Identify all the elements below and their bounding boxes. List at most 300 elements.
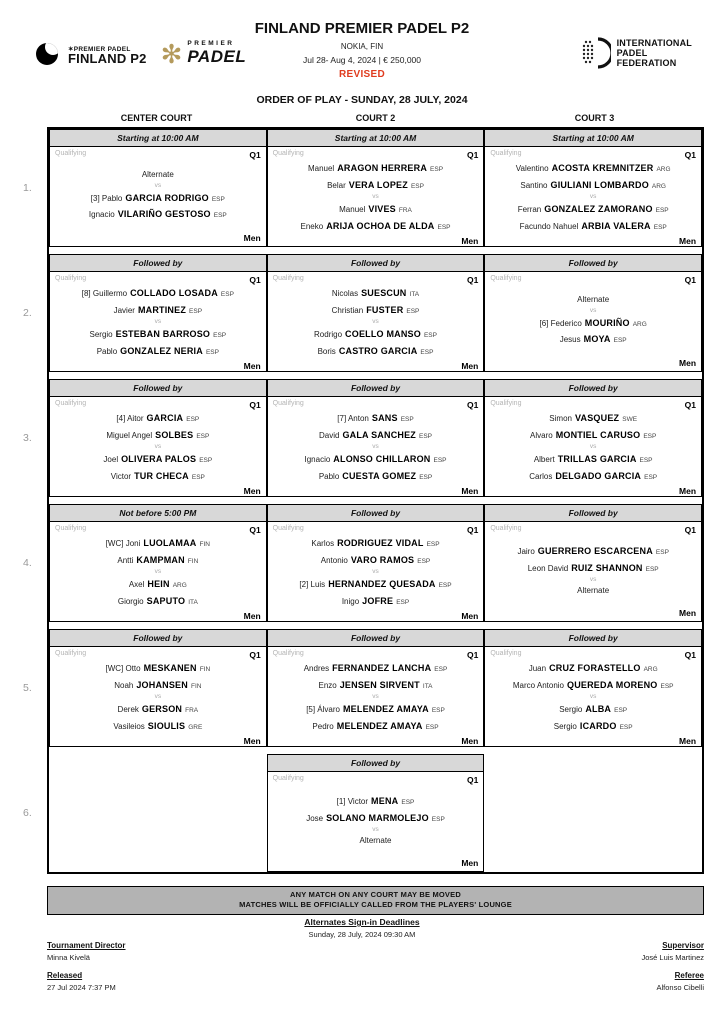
qualifying-label: Qualifying (55, 150, 87, 157)
row-number: 4. (23, 557, 32, 570)
player-nationality: ARG (651, 182, 666, 190)
supervisor-label: Supervisor (662, 941, 704, 950)
match-teams (50, 535, 266, 611)
match-teams (485, 535, 701, 608)
player-last-name: HEIN (147, 579, 170, 589)
vs-label: vs (372, 443, 379, 450)
vs-label: vs (589, 693, 597, 700)
player-last-name: MOYA (583, 334, 611, 345)
player-first-name: Pablo (96, 346, 118, 356)
player-first-name: Javier (113, 305, 135, 315)
player-nationality: ESP (205, 348, 219, 356)
player-last-name: VARO RAMOS (350, 554, 415, 565)
player-last-name: CRUZ FORASTELLO (549, 663, 641, 673)
player-line (529, 468, 657, 485)
player-last-name: COELLO MANSO (345, 329, 421, 339)
player-last-name: GONZALEZ NERIA (120, 345, 203, 356)
category-label: Men (679, 736, 697, 746)
qualifying-label: Qualifying (490, 275, 522, 282)
grid-cell (49, 754, 267, 872)
player-first-name: Antti (117, 555, 134, 565)
player-last-name: MOURIÑO (584, 317, 630, 328)
player-line (517, 543, 668, 560)
player-last-name: KAMPMAN (136, 554, 185, 565)
round-label: Q1 (684, 525, 697, 535)
player-nationality: ARG (632, 320, 647, 328)
player-last-name: TRILLAS GARCIA (557, 454, 637, 464)
premier-padel-flower-icon: ✻ (160, 38, 183, 69)
player-first-name: Eneko (300, 221, 324, 231)
grid-cell (49, 504, 267, 622)
player-first-name: Pedro (312, 721, 334, 731)
grid-cell (484, 754, 702, 872)
player-line (89, 206, 227, 223)
vs-label: vs (154, 443, 162, 450)
qualifying-label: Qualifying (272, 525, 304, 532)
player-line (301, 218, 451, 235)
player-first-name: [5] Álvaro (306, 705, 340, 714)
player-last-name: GARCIA RODRIGO (125, 192, 209, 203)
grid-row (23, 629, 702, 747)
grid-cell (49, 379, 267, 497)
player-first-name: Santino (520, 180, 548, 190)
player-last-name: MONTIEL CARUSO (555, 429, 641, 440)
player-last-name: GALA SANCHEZ (342, 429, 417, 440)
player-first-name: Joel (103, 455, 119, 464)
player-first-name: Inigo (341, 596, 360, 606)
player-line (311, 535, 439, 552)
player-nationality: ESP (186, 416, 200, 423)
player-nationality: FIN (187, 557, 199, 565)
qualifying-label: Qualifying (272, 400, 304, 407)
logo-padel: PADEL (187, 47, 247, 66)
grid-cell (484, 254, 702, 372)
grid-cell (267, 504, 485, 622)
player-first-name: Simon (549, 414, 572, 423)
slot-time-header: Followed by (267, 254, 485, 271)
grid-cell (267, 754, 485, 872)
player-first-name: Ignacio (88, 210, 115, 220)
qualifying-label: Qualifying (490, 525, 522, 532)
match-box (49, 396, 267, 497)
player-last-name: GUERRERO ESCARCENA (537, 546, 653, 557)
player-last-name: ARIJA OCHOA DE ALDA (326, 220, 435, 231)
order-grid (23, 127, 704, 874)
match-teams (50, 410, 266, 486)
match-box (49, 646, 267, 747)
match-box-top (268, 147, 484, 160)
qualifying-label: Qualifying (55, 275, 87, 282)
player-line (299, 576, 451, 593)
player-first-name: Sergio (89, 330, 113, 339)
slot-time-header: Followed by (49, 629, 267, 646)
category-label: Men (461, 486, 479, 496)
player-line (305, 451, 447, 468)
match-teams (268, 285, 484, 361)
player-nationality: ESP (417, 557, 431, 565)
player-nationality: ESP (213, 212, 227, 220)
player-line (342, 593, 409, 610)
player-first-name: Marco Antonio (512, 680, 564, 690)
slot-time-header: Followed by (49, 379, 267, 396)
match-box (267, 271, 485, 372)
player-first-name: Miguel Angel (106, 430, 153, 440)
player-nationality: ESP (196, 432, 210, 440)
player-first-name: Albert (533, 455, 555, 464)
player-last-name: ARBIA VALERA (581, 220, 651, 231)
player-last-name: LUOLAMAA (143, 538, 197, 548)
player-nationality: ITA (188, 598, 198, 606)
footer-left (47, 941, 126, 992)
player-nationality: ARG (643, 666, 658, 673)
round-label: Q1 (249, 400, 261, 410)
player-line (114, 677, 201, 694)
slot-time-header: Followed by (267, 629, 485, 646)
player-nationality: ESP (653, 223, 667, 231)
player-nationality: ARG (172, 582, 187, 589)
match-teams (268, 535, 484, 611)
alternates-deadline-title: Alternates Sign-in Deadlines (304, 917, 420, 927)
player-line (118, 593, 198, 610)
match-teams (485, 660, 701, 736)
slot-time-header: Followed by (484, 254, 702, 271)
round-label: Q1 (249, 650, 261, 660)
player-line (559, 701, 627, 718)
page-title: FINLAND PREMIER PADEL P2 (254, 20, 470, 37)
player-last-name: QUEREDA MORENO (567, 679, 658, 690)
player-line (560, 331, 627, 348)
player-last-name: RUIZ SHANNON (571, 562, 643, 573)
player-first-name: Axel (128, 580, 145, 589)
grid-cell (484, 504, 702, 622)
player-nationality: ITA (409, 291, 420, 298)
player-last-name: GONZALEZ ZAMORANO (544, 204, 653, 214)
player-nationality: ESP (433, 457, 447, 464)
match-box (484, 271, 702, 372)
player-first-name: Belar (327, 180, 346, 190)
ipf-line2: PADEL (616, 48, 648, 58)
player-nationality: GRE (188, 723, 203, 731)
player-nationality: ESP (191, 473, 205, 481)
vs-label: vs (372, 568, 379, 575)
grid-cell (484, 129, 702, 247)
slot-time-header: Starting at 10:00 AM (49, 129, 267, 146)
player-line (516, 160, 671, 177)
match-teams (268, 410, 484, 486)
event-location: NOKIA, FIN (340, 42, 384, 51)
vs-label: vs (372, 193, 379, 200)
slot-time-header: Followed by (267, 379, 485, 396)
match-box-top (485, 272, 701, 285)
player-nationality: ESP (434, 666, 448, 673)
player-nationality: ESP (423, 332, 437, 339)
alternates-deadline (0, 917, 724, 939)
match-box-top (485, 522, 701, 535)
player-nationality: FIN (190, 682, 202, 690)
player-first-name: Boris (317, 346, 336, 356)
qualifying-label: Qualifying (490, 650, 522, 657)
player-line (113, 718, 202, 735)
player-last-name: OLIVERA PALOS (121, 454, 197, 464)
event-dates-prize: Jul 28- Aug 4, 2024 | € 250,000 (303, 55, 421, 65)
category-label: Men (679, 236, 697, 246)
grid-row (23, 254, 702, 372)
player-last-name: VASQUEZ (574, 413, 620, 423)
round-label: Q1 (684, 275, 697, 285)
match-box (267, 771, 485, 872)
logo-premier: PREMIER (187, 40, 235, 47)
player-first-name: Sergio (559, 705, 583, 714)
match-box-top (50, 522, 266, 535)
player-first-name: Noah (114, 680, 134, 690)
logo-premier-padel-small: ✶PREMIER PADEL (68, 45, 131, 53)
player-nationality: ESP (639, 457, 653, 464)
qualifying-label: Qualifying (490, 150, 522, 157)
round-label: Q1 (467, 650, 479, 660)
category-label: Men (243, 361, 261, 371)
round-label: Q1 (249, 525, 261, 535)
player-first-name: Rodrigo (314, 330, 343, 339)
player-first-name: Sergio (553, 721, 577, 731)
player-first-name: Juan (528, 664, 547, 673)
match-teams (50, 160, 266, 233)
player-line (520, 218, 667, 235)
player-last-name: CUESTA GOMEZ (342, 470, 417, 481)
player-first-name: Alvaro (530, 430, 553, 440)
player-last-name: HERNANDEZ QUESADA (328, 579, 436, 589)
match-box-top (485, 397, 701, 410)
player-line (520, 177, 666, 194)
revised-badge: REVISED (338, 69, 385, 80)
player-line (554, 718, 633, 735)
slot-time-header: Starting at 10:00 AM (267, 129, 485, 146)
match-box-top (485, 147, 701, 160)
vs-label: vs (589, 193, 597, 200)
logo-finland-p2: FINLAND P2 (68, 50, 147, 66)
player-nationality: ESP (211, 195, 225, 203)
match-box (484, 646, 702, 747)
round-label: Q1 (249, 275, 261, 285)
match-box (49, 271, 267, 372)
player-line (118, 701, 199, 718)
round-label: Q1 (249, 150, 261, 160)
vs-label: vs (589, 576, 597, 584)
match-box-top (50, 397, 266, 410)
match-box-top (268, 647, 484, 660)
player-line (337, 793, 415, 810)
player-first-name: Ferran (517, 205, 542, 214)
player-line (540, 315, 647, 332)
player-nationality: ESP (400, 416, 414, 423)
match-teams (268, 660, 484, 736)
alternate-line: Alternate (141, 170, 174, 180)
player-last-name: VIVES (368, 204, 396, 214)
match-box (267, 646, 485, 747)
category-label: Men (243, 486, 261, 496)
player-first-name: [1] Victor (336, 797, 369, 807)
match-box (484, 146, 702, 247)
player-last-name: MESKANEN (143, 663, 197, 673)
court-header-2: COURT 2 (355, 113, 396, 123)
player-nationality: FRA (398, 207, 412, 214)
player-first-name: Jesus (559, 335, 581, 345)
match-box (49, 521, 267, 622)
row-number: 6. (23, 807, 32, 820)
player-nationality: ESP (396, 598, 410, 606)
player-last-name: ICARDO (579, 720, 617, 731)
match-box-top (50, 147, 266, 160)
player-last-name: CASTRO GARCIA (338, 345, 418, 356)
player-last-name: MENA (371, 796, 399, 807)
player-line (103, 451, 212, 468)
vs-label: vs (154, 693, 162, 700)
qualifying-label: Qualifying (272, 775, 304, 782)
player-line (319, 427, 432, 444)
player-line (111, 468, 205, 485)
player-nationality: ESP (431, 815, 445, 823)
player-line (319, 468, 432, 485)
player-first-name: Jose (306, 813, 324, 823)
player-line (117, 552, 198, 569)
court-header-center: CENTER COURT (120, 113, 193, 123)
player-line (91, 190, 225, 207)
player-last-name: SUESCUN (361, 288, 407, 298)
qualifying-label: Qualifying (272, 275, 304, 282)
match-box (484, 521, 702, 622)
player-line (116, 410, 199, 427)
vs-label: vs (589, 306, 597, 314)
player-line (339, 201, 412, 218)
player-nationality: FIN (199, 541, 210, 548)
player-first-name: Antonio (320, 555, 348, 565)
category-label: Men (461, 361, 479, 371)
player-nationality: ITA (422, 682, 433, 690)
grid-cell (49, 629, 267, 747)
player-nationality: ESP (401, 799, 415, 807)
player-nationality: ESP (437, 223, 451, 231)
player-nationality: ESP (431, 707, 445, 714)
player-first-name: [3] Pablo (90, 193, 123, 203)
player-nationality: ESP (213, 332, 227, 339)
qualifying-label: Qualifying (272, 150, 304, 157)
player-line (534, 451, 653, 468)
slot-time-header: Followed by (267, 754, 485, 771)
player-last-name: ARAGON HERRERA (337, 163, 428, 173)
tournament-director-label: Tournament Director (47, 941, 126, 950)
player-line (318, 677, 432, 694)
player-line (518, 201, 669, 218)
player-last-name: TUR CHECA (134, 470, 189, 481)
match-teams (485, 285, 701, 358)
tournament-director-name: Minna Kivelä (47, 953, 90, 962)
player-last-name: GIULIANI LOMBARDO (550, 179, 649, 190)
player-first-name: Carlos (529, 471, 553, 481)
player-last-name: FERNANDEZ LANCHA (332, 663, 432, 673)
round-label: Q1 (467, 275, 479, 285)
category-label: Men (679, 358, 697, 368)
player-nationality: ESP (660, 682, 674, 690)
notice-line-2: MATCHES WILL BE OFFICIALLY CALLED FROM THE PLAYERS' LOUNGE (239, 900, 512, 909)
match-box-top (50, 272, 266, 285)
row-number: 1. (23, 182, 32, 195)
grid-cell (484, 379, 702, 497)
player-last-name: SAPUTO (146, 595, 186, 606)
player-nationality: ESP (419, 473, 433, 481)
player-line (114, 302, 202, 319)
category-label: Men (461, 236, 479, 246)
grid-cell (49, 129, 267, 247)
grid-row (23, 754, 702, 872)
ipf-line1: INTERNATIONAL (616, 38, 692, 48)
player-first-name: [4] Aitor (116, 414, 144, 423)
player-nationality: ESP (645, 565, 659, 573)
player-line (304, 660, 448, 677)
player-line (332, 285, 419, 302)
match-box (267, 521, 485, 622)
alternate-line: Alternate (577, 586, 610, 596)
player-last-name: VERA LOPEZ (348, 179, 408, 190)
match-box-top (268, 397, 484, 410)
category-label: Men (461, 736, 479, 746)
notice-line-1: ANY MATCH ON ANY COURT MAY BE MOVED (290, 890, 461, 899)
grid-cell (49, 254, 267, 372)
player-last-name: MELENDEZ AMAYA (342, 704, 429, 714)
player-first-name: Pablo (318, 471, 340, 481)
player-first-name: Valentino (515, 164, 549, 173)
grid-row (23, 379, 702, 497)
match-box (484, 396, 702, 497)
round-label: Q1 (467, 775, 479, 785)
round-label: Q1 (684, 400, 697, 410)
player-nationality: ESP (426, 541, 440, 548)
slot-time-header: Followed by (484, 629, 702, 646)
slot-time-header: Followed by (484, 504, 702, 521)
player-nationality: ESP (643, 432, 657, 440)
player-line (337, 410, 413, 427)
player-first-name: Enzo (318, 680, 337, 690)
player-last-name: GERSON (141, 704, 183, 714)
alternate-line: Alternate (577, 295, 610, 305)
round-label: Q1 (684, 150, 697, 160)
player-line (321, 552, 431, 569)
player-line (97, 343, 219, 360)
slot-time-header: Not before 5:00 PM (49, 504, 267, 521)
qualifying-label: Qualifying (55, 650, 87, 657)
player-first-name: [WC] Joni (105, 539, 141, 548)
player-line (105, 660, 210, 677)
player-last-name: ACOSTA KREMNITZER (551, 163, 654, 173)
slot-time-header: Followed by (484, 379, 702, 396)
player-line (318, 343, 434, 360)
player-nationality: FIN (199, 666, 211, 673)
player-line (306, 701, 445, 718)
player-first-name: [8] Guillermo (81, 289, 128, 298)
player-first-name: Giorgio (117, 596, 144, 606)
player-first-name: Vasileios (113, 721, 145, 731)
notice-banner (47, 886, 704, 915)
player-nationality: SWE (622, 416, 638, 423)
ipf-logo (577, 36, 692, 70)
slot-time-header: Followed by (49, 254, 267, 271)
qualifying-label: Qualifying (55, 525, 87, 532)
vs-label: vs (372, 693, 379, 700)
player-last-name: MELENDEZ AMAYA (336, 720, 423, 731)
player-first-name: Leon David (527, 563, 569, 573)
slot-time-header: Followed by (267, 504, 485, 521)
released-label: Released (47, 971, 83, 980)
vs-label: vs (154, 318, 162, 325)
player-nationality: ESP (613, 337, 627, 345)
